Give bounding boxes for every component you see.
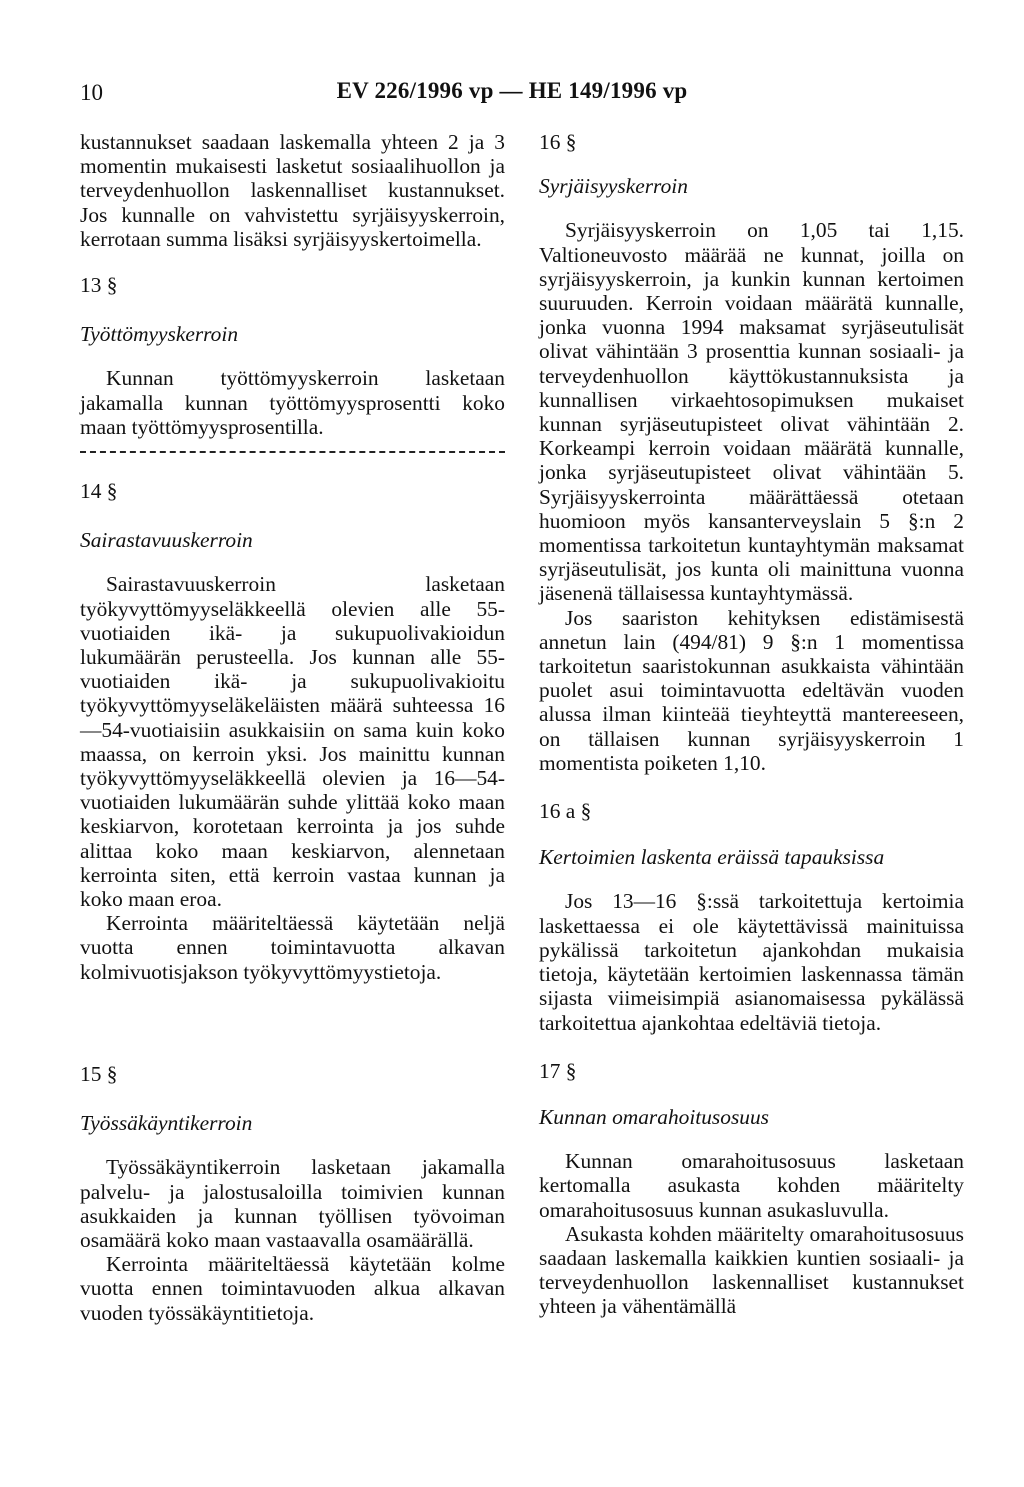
- section-15-paragraph-1: Työssäkäyntikerroin lasketaan jakamalla palvelu- ja jalostusaloilla toimivien kunnan asukkaiden ja kunnan työllisen työvoiman osamäärä koko maan vastaavalla osamäärällä.: [80, 1155, 505, 1252]
- page-number: 10: [80, 80, 103, 105]
- section-14-paragraph-2: Kerrointa määriteltäessä käytetään neljä vuotta ennen toimintavuotta alkavan kolmivuotisjakson työkyvyttömyystietoja.: [80, 911, 505, 984]
- section-15-title: Työssäkäyntikerroin: [80, 1111, 253, 1136]
- section-15-number: 15 §: [80, 1061, 118, 1086]
- right-column: [539, 130, 964, 1319]
- section-13-number: 13 §: [80, 273, 118, 298]
- section-15-paragraph-2: Kerrointa määriteltäessä käytetään kolme vuotta ennen toimintavuoden alkua alkavan vuoden työssäkäyntitietoja.: [80, 1252, 505, 1325]
- section-16-paragraph-2: Jos saariston kehityksen edistämisestä annetun lain (494/81) 9 §:n 1 momentissa tarkoitetun saaristokunnan asukkaista vähintään puolet asui toimintavuotta edeltävän vuoden alussa ilman kiinteää tieyhteyttä mantereeseen, on tällaisen kunnan syrjäisyyskerroin 1 momentista poiketen 1,10.: [539, 605, 964, 775]
- section-16a-paragraph-1: Jos 13—16 §:ssä tarkoitettuja kertoimia laskettaessa ei ole käytettävissä mainituissa pykälissä tarkoitetun ajankohdan mukaisia tietoja, käytetään kertoimien laskennassa tämän sijasta viimeisimpiä asianomaisessa pykälässä tarkoitettua ajankohtaa edeltäviä tietoja.: [539, 889, 964, 1035]
- running-head: EV 226/1996 vp — HE 149/1996 vp: [336, 78, 688, 103]
- left-column: [80, 130, 505, 1325]
- section-17-paragraph-2: Asukasta kohden määritelty omarahoitusosuus saadaan laskemalla kaikkien kuntien sosiaali- ja terveydenhuollon laskennalliset kustannukset yhteen ja vähentämällä: [539, 1221, 964, 1319]
- section-13-title: Työttömyyskerroin: [80, 322, 239, 347]
- section-16a-title: Kertoimien laskenta eräissä tapauksissa: [539, 845, 885, 870]
- section-14-title: Sairastavuuskerroin: [80, 528, 253, 553]
- intro-paragraph: kustannukset saadaan laskemalla yhteen 2 ja 3 momentin mukaisesti lasketut sosiaalihuollon ja terveydenhuollon laskennalliset kustannukset. Jos kunnalle on vahvistettu syrjäisyyskerroin, kerrotaan summa lisäksi syrjäisyyskertoimella.: [80, 130, 505, 251]
- section-17-paragraph-1: Kunnan omarahoitusosuus lasketaan kertomalla asukasta kohden määritelty omarahoitusosuus kunnan asukasluvulla.: [539, 1149, 964, 1222]
- section-16-title: Syrjäisyyskerroin: [539, 174, 688, 199]
- section-14-paragraph-1: Sairastavuuskerroin lasketaan työkyvyttömyyseläkkeellä olevien alle 55-vuotiaiden ikä- ja sukupuolivakioidun lukumäärän perusteella. Jos kunnan alle 55-vuotiaiden ikä- ja sukupuolivakioitu työkyvyttömyyseläkeläisten määrä suhteessa 16—54-vuotiaisiin asukkaisiin on sama kuin koko maassa, on kerroin yksi. Jos mainittu kunnan työkyvyttömyyseläkkeellä olevien ja 16—54-vuotiaiden lukumäärän suhde ylittää koko maan keskiarvon, korotetaan kerrointa ja jos suhde alittaa koko maan keskiarvon, alennetaan kerrointa siten, että kerroin vastaa kunnan ja koko maan eroa.: [80, 572, 505, 912]
- section-13-text: Kunnan työttömyyskerroin lasketaan jakamalla kunnan työttömyysprosentti koko maan työttömyysprosentilla.: [80, 366, 505, 439]
- section-14-number: 14 §: [80, 479, 118, 504]
- section-17-title: Kunnan omarahoitusosuus: [539, 1104, 769, 1129]
- section-16-number: 16 §: [539, 130, 577, 154]
- section-16-paragraph-1: Syrjäisyyskerroin on 1,05 tai 1,15. Valtioneuvosto määrää ne kunnat, joilla on syrjäisyyskerroin, ja kunkin kunnan kertoimen suuruuden. Kerroin voidaan määrätä kunnalle, jonka vuonna 1994 maksamat syrjäseutulisät olivat vähintään 3 prosenttia kunnan sosiaali- ja terveydenhuollon käyttökustannuksista ja kunnallisen virkaehtosopimuksen mukaiset kunnan syrjäseutupisteet olivat vähintään 2. Korkeampi kerroin voidaan määrätä kunnalle, jonka syrjäseutupisteet olivat vähintään 5. Syrjäisyyskerrointa määrättäessä otetaan huomioon myös kansanterveyslain 5 §:n 2 momentissa tarkoitetun kuntayhtymän maksamat syrjäseutulisät, jos kunta oli mainittuna vuonna jäsenenä tällaisessa kuntayhtymässä.: [539, 218, 964, 606]
- section-16a-number: 16 a §: [539, 799, 592, 824]
- section-17-number: 17 §: [539, 1058, 577, 1083]
